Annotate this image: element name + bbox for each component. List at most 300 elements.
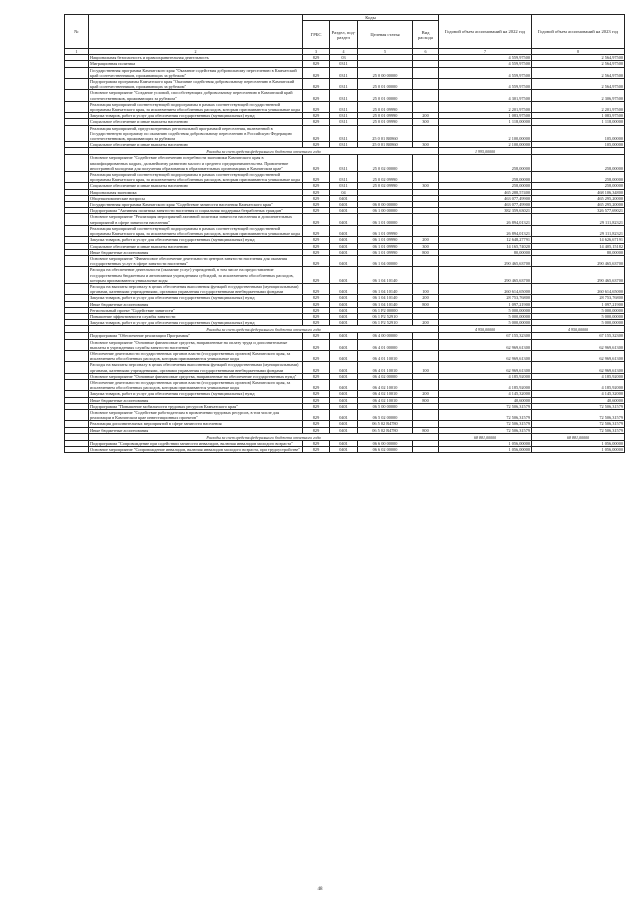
amount-2022: 382 359,63021 — [439, 208, 532, 214]
expense-type-code: 800 — [413, 427, 439, 433]
amount-2023: 2 306,97500 — [532, 90, 625, 101]
row-no — [65, 67, 89, 78]
amount-2023: 5 000,00000 — [532, 320, 625, 326]
amount-2023: 5 000,00000 — [532, 313, 625, 319]
amount-2023: 326 577,69021 — [532, 208, 625, 214]
grbs-code: 829 — [303, 125, 330, 142]
expense-name: Реализация мероприятий соответствующей подпрограммы в рамках соответствующей государственной программы Камчатского края, за исключением обособленных расходов, которым присваиваются уникальные коды — [89, 225, 303, 236]
target-code: 06 1 04 10140 — [358, 283, 413, 294]
section-code: 0401 — [330, 243, 358, 249]
table-row — [65, 447, 625, 453]
amount-2022: 2 100,00000 — [439, 125, 532, 142]
grbs-code: 829 — [303, 172, 330, 183]
target-code: 06 4 02 10010 — [358, 379, 413, 390]
amount-2022: 463 077,49900 — [439, 195, 532, 201]
amount-2022: 258,00000 — [439, 183, 532, 189]
table-row — [65, 90, 625, 101]
section-code: 0311 — [330, 125, 358, 142]
target-code: 25 0 01 09990 — [358, 113, 413, 119]
expense-name: Иные бюджетные ассигнования — [89, 301, 303, 307]
amount-2023: 258,00000 — [532, 155, 625, 172]
target-code: 06 1 01 09990 — [358, 225, 413, 236]
target-code: 06 1 04 10140 — [358, 301, 413, 307]
section-code: 0401 — [330, 397, 358, 403]
amount-2022: 1 083,97500 — [439, 113, 532, 119]
row-no — [65, 79, 89, 90]
grbs-code: 829 — [303, 195, 330, 201]
row-no — [65, 255, 89, 266]
target-code: 06 5 02 R4780 — [358, 427, 413, 433]
amount-2022: 4 559,97500 — [439, 55, 532, 61]
expense-name: Расходы на обеспечение деятельности (оказание услуг) учреждений, в том числе на предоставление государственным бюджетным и автономным учреждениям субсидий, за исключением обособленных расходов, которым присваиваются уникальные коды — [89, 267, 303, 284]
expense-type-code: 300 — [413, 243, 439, 249]
amount-2023: 62 969,61300 — [532, 362, 625, 373]
header-grbs: ГРБС — [303, 21, 330, 49]
row-no — [65, 101, 89, 112]
grbs-code: 829 — [303, 101, 330, 112]
amount-2023: 468 106,34800 — [532, 189, 625, 195]
amount-2023: 258,00000 — [532, 172, 625, 183]
row-no — [65, 267, 89, 284]
expense-name: Социальное обеспечение и иные выплаты населению — [89, 243, 303, 249]
grbs-code: 829 — [303, 421, 330, 427]
amount-2022: 465 288,57400 — [439, 189, 532, 195]
amount-2022: 80,00000 — [439, 249, 532, 255]
row-no — [65, 379, 89, 390]
row-no — [65, 90, 89, 101]
section-code: 0401 — [330, 350, 358, 361]
expense-name: Подпрограмма "Повышение мобильности трудовых ресурсов Камчатского края" — [89, 403, 303, 409]
row-no — [65, 125, 89, 142]
amount-2023: 72 506,31579 — [532, 421, 625, 427]
expense-type-code — [413, 447, 439, 453]
target-code: 06 4 01 00000 — [358, 339, 413, 350]
section-code: 0401 — [330, 202, 358, 208]
amount-2022: 4 559,97500 — [439, 79, 532, 90]
target-code: 06 0 00 00000 — [358, 202, 413, 208]
grbs-code: 829 — [303, 307, 330, 313]
amount-2023: 28 753,76800 — [532, 295, 625, 301]
target-code: 25 0 02 00000 — [358, 155, 413, 172]
grbs-code: 829 — [303, 301, 330, 307]
target-code: 06 5 02 R4780 — [358, 421, 413, 427]
expense-name: Закупка товаров, работ и услуг для обеспечения государственных (муниципальных) нужд — [89, 391, 303, 397]
section-code: 0401 — [330, 391, 358, 397]
expense-type-code: 800 — [413, 301, 439, 307]
expense-name: Реализация мероприятий соответствующей подпрограммы в рамках соответствующей государственной программы Камчатского края, за исключением обособленных расходов, которым присваиваются уникальные коды — [89, 101, 303, 112]
target-code: 06 4 02 10010 — [358, 397, 413, 403]
target-code: 06 1 01 09990 — [358, 249, 413, 255]
amount-2023: 1 056,00000 — [532, 440, 625, 446]
section-code: 0401 — [330, 362, 358, 373]
target-code: 06 1 04 10140 — [358, 295, 413, 301]
expense-name: Подпрограмма "Сопровождение при содействии занятости инвалидов, включая инвалидов молодого возраста" — [89, 440, 303, 446]
expense-type-code: 200 — [413, 113, 439, 119]
header-no: № — [65, 15, 89, 49]
amount-2022: 4 145,32000 — [439, 391, 532, 397]
amount-2022: 26 894,01321 — [439, 225, 532, 236]
amount-2022: 4 559,97500 — [439, 67, 532, 78]
budget-table — [64, 14, 625, 453]
section-code: 0311 — [330, 172, 358, 183]
section-code: 0401 — [330, 214, 358, 225]
expense-type-code — [413, 350, 439, 361]
amount-2023: 14 405,15182 — [532, 243, 625, 249]
expense-name: Реализация мероприятий соответствующей подпрограммы в рамках соответствующей государственной программы Камчатского края, за исключением обособленных расходов, которым присваиваются уникальные коды — [89, 172, 303, 183]
expense-name: Обеспечение деятельности государственных органов власти (государственных органов) Камчатского края, за исключением обособленных расходов, которым присваиваются уникальные коды — [89, 350, 303, 361]
amount-2022: 258,00000 — [439, 155, 532, 172]
amount-2023: 14 626,67191 — [532, 237, 625, 243]
expense-type-code — [413, 255, 439, 266]
expense-name: Основное мероприятие "Создание условий, способствующих добровольному переселению в Камчатский край соотечественников, проживающих за рубежом" — [89, 90, 303, 101]
amount-2023: 67 155,32300 — [532, 333, 625, 339]
expense-name: Закупка товаров, работ и услуг для обеспечения государственных (муниципальных) нужд — [89, 113, 303, 119]
amount-2023: 62 969,61300 — [532, 339, 625, 350]
expense-type-code: 300 — [413, 119, 439, 125]
expense-name: Закупка товаров, работ и услуг для обеспечения государственных (муниципальных) нужд — [89, 295, 303, 301]
table-row — [65, 172, 625, 183]
section-code: 0401 — [330, 237, 358, 243]
section-code: 0311 — [330, 113, 358, 119]
target-code: 06 6 00 00000 — [358, 440, 413, 446]
target-code: 25 0 00 00000 — [358, 67, 413, 78]
grbs-code: 829 — [303, 267, 330, 284]
section-code: 0401 — [330, 339, 358, 350]
colnum: 8 — [532, 49, 625, 55]
grbs-code: 829 — [303, 113, 330, 119]
grbs-code: 829 — [303, 61, 330, 67]
section-code: 0401 — [330, 403, 358, 409]
section-code: 0401 — [330, 440, 358, 446]
section-code: 0401 — [330, 320, 358, 326]
amount-2022: 1 995,00000 — [439, 148, 532, 155]
amount-2023: 29 111,82321 — [532, 214, 625, 225]
row-no — [65, 172, 89, 183]
section-code: 0401 — [330, 249, 358, 255]
colnum: 1 — [65, 49, 89, 55]
amount-2022: 2 100,00000 — [439, 142, 532, 148]
grbs-code: 829 — [303, 403, 330, 409]
expense-name: Региональный проект "Содействие занятости" — [89, 307, 303, 313]
target-code: 25 0 02 09990 — [358, 183, 413, 189]
table-row — [65, 214, 625, 225]
row-no — [65, 339, 89, 350]
target-code: 06 4 02 10010 — [358, 391, 413, 397]
table-row — [65, 362, 625, 373]
grbs-code: 829 — [303, 67, 330, 78]
colnum: 7 — [439, 49, 532, 55]
amount-2022: 2 201,97500 — [439, 101, 532, 112]
grbs-code: 829 — [303, 208, 330, 214]
grbs-code: 829 — [303, 255, 330, 266]
grbs-code: 829 — [303, 350, 330, 361]
target-code: 06 1 01 09990 — [358, 243, 413, 249]
amount-2023: 2 201,97500 — [532, 101, 625, 112]
section-code: 0311 — [330, 61, 358, 67]
section-code: 0311 — [330, 90, 358, 101]
expense-type-code — [413, 267, 439, 284]
expense-name: Основное мероприятие "Содействие работодателям в привлечении трудовых ресурсов, в том числе для реализации в Камчатском крае инвестиционных проектов" — [89, 409, 303, 420]
target-code: 06 6 02 00000 — [358, 447, 413, 453]
amount-2023: 4 185,92000 — [532, 379, 625, 390]
section-code: 0401 — [330, 307, 358, 313]
budget-document-page — [64, 14, 624, 884]
table-row — [65, 79, 625, 90]
target-code: 25 0 01 09990 — [358, 101, 413, 112]
grbs-code: 829 — [303, 427, 330, 433]
section-code: 0401 — [330, 447, 358, 453]
amount-2022: 28 753,76800 — [439, 295, 532, 301]
amount-2022: 62 969,61300 — [439, 339, 532, 350]
row-no — [65, 225, 89, 236]
expense-type-code — [413, 214, 439, 225]
amount-2022: 5 000,00000 — [439, 307, 532, 313]
amount-2023: 465 295,20000 — [532, 195, 625, 201]
section-code: 0401 — [330, 373, 358, 379]
expense-name: Государственная программа Камчатского края "Содействие занятости населения Камчатского края" — [89, 202, 303, 208]
expense-type-code: 200 — [413, 237, 439, 243]
amount-2022: 4 185,92000 — [439, 373, 532, 379]
expense-name: Национальная экономика — [89, 189, 303, 195]
grbs-code: 829 — [303, 333, 330, 339]
row-no — [65, 350, 89, 361]
expense-type-code — [413, 79, 439, 90]
section-code: 0401 — [330, 295, 358, 301]
amount-2022: 4 185,92000 — [439, 379, 532, 390]
grbs-code: 829 — [303, 447, 330, 453]
table-row — [65, 125, 625, 142]
target-code: 25 0 02 09990 — [358, 172, 413, 183]
expense-name: Реализация мероприятий, предусмотренных региональной программой переселения, включенной в Государственную программу по оказанию содействия добровольному переселению в Российскую Федерацию соотечественников, проживающих за рубежом — [89, 125, 303, 142]
grbs-code: 829 — [303, 90, 330, 101]
amount-2022: 14 165,74020 — [439, 243, 532, 249]
amount-2022: 62 969,61300 — [439, 362, 532, 373]
amount-2023: 2 564,97500 — [532, 67, 625, 78]
expense-name: Основное мероприятие "Финансовое обеспечение деятельности центров занятости населения для оказания государственных услуг в сфере занятости населения" — [89, 255, 303, 266]
target-code: 25 0 01 09990 — [358, 119, 413, 125]
grbs-code: 829 — [303, 339, 330, 350]
header-section: Раздел, под- раздел — [330, 21, 358, 49]
funding-source-row — [65, 433, 625, 440]
amount-2022: 72 506,31579 — [439, 427, 532, 433]
expense-name: Основное мероприятие "Содействие обеспечению потребности экономики Камчатского края в квалифицированных кадрах, дальнейшему развитию малого и среднего предпринимательства. Привлечение иностранной молодежи для получения образования в образовательных организациях в Камчатском крае" — [89, 155, 303, 172]
header-name — [89, 15, 303, 49]
header-codes: Коды — [303, 15, 439, 21]
table-body — [65, 55, 625, 453]
expense-name: Социальное обеспечение и иные выплаты населению — [89, 119, 303, 125]
row-no — [65, 362, 89, 373]
grbs-code: 829 — [303, 313, 330, 319]
amount-2023: 80,00000 — [532, 249, 625, 255]
section-code: 0401 — [330, 313, 358, 319]
section-code: 0401 — [330, 267, 358, 284]
target-code: 06 1 P2 52910 — [358, 313, 413, 319]
grbs-code: 829 — [303, 55, 330, 61]
amount-2023: 1 097,21900 — [532, 301, 625, 307]
section-code: 0311 — [330, 79, 358, 90]
amount-2022: 1 056,00000 — [439, 447, 532, 453]
grbs-code: 829 — [303, 225, 330, 236]
target-code: 25 0 01 00000 — [358, 79, 413, 90]
amount-2022: 72 506,31579 — [439, 421, 532, 427]
section-code: 0311 — [330, 183, 358, 189]
grbs-code: 829 — [303, 119, 330, 125]
amount-2022: 260 614,65000 — [439, 283, 532, 294]
amount-2022: 72 506,31579 — [439, 409, 532, 420]
amount-2022: 1 118,00000 — [439, 119, 532, 125]
expense-name: Иные бюджетные ассигнования — [89, 249, 303, 255]
row-no — [65, 214, 89, 225]
expense-type-code — [413, 90, 439, 101]
amount-2023: 1 083,97500 — [532, 113, 625, 119]
funding-source-label: Расходы за счет средств федерального бюджета отчетного года — [89, 433, 439, 440]
expense-name: Общеэкономические вопросы — [89, 195, 303, 201]
amount-2023: 29 111,82321 — [532, 225, 625, 236]
amount-2023: 5 000,00000 — [532, 307, 625, 313]
funding-source-row — [65, 326, 625, 333]
amount-2022: 4 301,97500 — [439, 90, 532, 101]
grbs-code: 829 — [303, 237, 330, 243]
section-code: 0401 — [330, 283, 358, 294]
expense-name: Социальное обеспечение и иные выплаты населению — [89, 183, 303, 189]
amount-2023: 290 465,63700 — [532, 255, 625, 266]
target-code: 06 1 P2 52910 — [358, 320, 413, 326]
target-code: 06 1 01 09990 — [358, 237, 413, 243]
amount-2023: 465 295,20000 — [532, 202, 625, 208]
expense-name: Национальная безопасность и правоохранительная деятельность — [89, 55, 303, 61]
expense-type-code: 300 — [413, 183, 439, 189]
amount-2023: 72 506,31579 — [532, 427, 625, 433]
header-year-2022: Годовой объем ассигнований на 2022 год — [439, 15, 532, 49]
amount-2023: 290 465,63700 — [532, 267, 625, 284]
expense-type-code — [413, 101, 439, 112]
amount-2022: 5 000,00000 — [439, 313, 532, 319]
expense-type-code — [413, 155, 439, 172]
amount-2022: 4 559,97500 — [439, 61, 532, 67]
expense-type-code: 200 — [413, 391, 439, 397]
amount-2023: 1 056,00000 — [532, 447, 625, 453]
amount-2022: 290 465,63700 — [439, 255, 532, 266]
header-target: Целевая статья — [358, 21, 413, 49]
table-row — [65, 225, 625, 236]
section-code: 0311 — [330, 101, 358, 112]
section-code: 04 — [330, 189, 358, 195]
expense-type-code: 800 — [413, 397, 439, 403]
grbs-code: 829 — [303, 397, 330, 403]
grbs-code: 829 — [303, 142, 330, 148]
target-code: 06 4 01 10010 — [358, 362, 413, 373]
row-no — [65, 283, 89, 294]
grbs-code: 829 — [303, 440, 330, 446]
section-code: 0401 — [330, 255, 358, 266]
target-code: 25 0 01 00000 — [358, 90, 413, 101]
row-no — [65, 326, 89, 333]
expense-type-code: 200 — [413, 320, 439, 326]
row-no — [65, 155, 89, 172]
amount-2022: 40,60000 — [439, 397, 532, 403]
funding-source-label: Расходы за счет средств федерального бюджета отчетного года — [89, 148, 439, 155]
grbs-code: 829 — [303, 183, 330, 189]
section-code: 0311 — [330, 155, 358, 172]
target-code: 25 0 01 R0860 — [358, 142, 413, 148]
amount-2023 — [532, 148, 625, 155]
grbs-code: 829 — [303, 243, 330, 249]
expense-name: Миграционная политика — [89, 61, 303, 67]
amount-2022: 67 155,32300 — [439, 333, 532, 339]
header-exp-type: Вид расхода — [413, 21, 439, 49]
expense-name: Повышение эффективности службы занятости — [89, 313, 303, 319]
table-row — [65, 283, 625, 294]
section-code: 0401 — [330, 208, 358, 214]
amount-2023: 258,00000 — [532, 183, 625, 189]
expense-name: Основное мероприятие "Сопровождение инвалидов, включая инвалидов молодого возраста, при трудоустройстве" — [89, 447, 303, 453]
grbs-code: 829 — [303, 214, 330, 225]
grbs-code: 829 — [303, 409, 330, 420]
amount-2023: 72 506,31579 — [532, 409, 625, 420]
funding-source-row — [65, 148, 625, 155]
amount-2022: 463 077,49900 — [439, 202, 532, 208]
grbs-code: 829 — [303, 373, 330, 379]
expense-type-code — [413, 379, 439, 390]
expense-name: Расходы на выплаты персоналу в целях обеспечения выполнения функций государственными (муниципальными) органами, казенными учреждениями, органами управления государственными внебюджетными фондами — [89, 362, 303, 373]
amount-2022: 290 465,63700 — [439, 267, 532, 284]
expense-name: Расходы на выплаты персоналу в целях обеспечения выполнения функций государственными (муниципальными) органами, казенными учреждениями, органами управления государственными внебюджетными фондами — [89, 283, 303, 294]
amount-2022: 1 097,21900 — [439, 301, 532, 307]
row-no — [65, 447, 89, 453]
section-code: 0401 — [330, 427, 358, 433]
target-code: 06 1 04 00000 — [358, 255, 413, 266]
table-row — [65, 267, 625, 284]
expense-name: Иные бюджетные ассигнования — [89, 427, 303, 433]
target-code: 06 1 01 00000 — [358, 214, 413, 225]
section-code: 0401 — [330, 225, 358, 236]
expense-type-code: 200 — [413, 295, 439, 301]
amount-2022: 68 881,00000 — [439, 433, 532, 440]
expense-type-code: 100 — [413, 362, 439, 373]
expense-name: Основное мероприятие "Реализация мероприятий активной политики занятости населения и дополнительных мероприятий в сфере занятости населения" — [89, 214, 303, 225]
grbs-code: 829 — [303, 362, 330, 373]
section-code: 0401 — [330, 301, 358, 307]
amount-2023: 40,60000 — [532, 397, 625, 403]
amount-2023: 2 564,97500 — [532, 61, 625, 67]
section-code: 0311 — [330, 67, 358, 78]
grbs-code: 829 — [303, 391, 330, 397]
colnum: 3 — [303, 49, 330, 55]
amount-2022: 62 969,61300 — [439, 350, 532, 361]
table-row — [65, 101, 625, 112]
row-no — [65, 409, 89, 420]
target-code: 06 4 02 00000 — [358, 373, 413, 379]
table-row — [65, 379, 625, 390]
amount-2023: 2 564,97500 — [532, 79, 625, 90]
table-row — [65, 255, 625, 266]
grbs-code: 829 — [303, 202, 330, 208]
header-year-2023: Годовой объем ассигнований на 2023 год — [532, 15, 625, 49]
grbs-code: 829 — [303, 189, 330, 195]
expense-type-code: 300 — [413, 142, 439, 148]
amount-2023: 1 118,00000 — [532, 119, 625, 125]
row-no — [65, 433, 89, 440]
expense-name: Реализация дополнительных мероприятий в сфере занятости населения — [89, 421, 303, 427]
colnum: 4 — [330, 49, 358, 55]
amount-2023: 4 145,32000 — [532, 391, 625, 397]
section-code: 0401 — [330, 333, 358, 339]
grbs-code: 829 — [303, 79, 330, 90]
expense-type-code: 100 — [413, 283, 439, 294]
expense-type-code — [413, 409, 439, 420]
section-code: 0311 — [330, 142, 358, 148]
expense-name: Подпрограмма "Обеспечение реализации Программы" — [89, 333, 303, 339]
